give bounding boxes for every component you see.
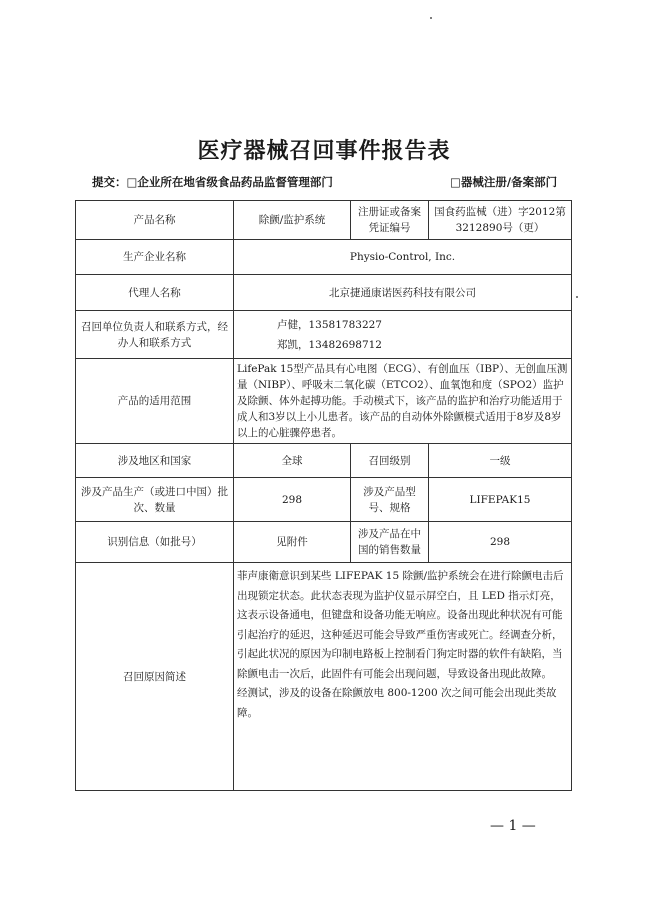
product-name-value: 除颤/监护系统 bbox=[234, 201, 351, 240]
table-row bbox=[76, 522, 572, 563]
submit-label: 提交： bbox=[92, 175, 127, 189]
region-value: 全球 bbox=[234, 444, 351, 478]
recall-level-label: 召回级别 bbox=[351, 444, 429, 478]
table-row bbox=[76, 201, 572, 240]
reason-label: 召回原因简述 bbox=[76, 563, 234, 791]
contact-person-2: 郑凯，13482698712 bbox=[277, 338, 382, 351]
reg-no-value: 国食药监械（进）字2012第3212890号（更） bbox=[429, 201, 572, 240]
scan-speck bbox=[576, 296, 578, 298]
table-row bbox=[76, 275, 572, 311]
scope-value bbox=[234, 359, 572, 444]
reason-value bbox=[234, 563, 572, 791]
manufacturer-label: 生产企业名称 bbox=[76, 240, 234, 275]
id-value: 见附件 bbox=[234, 522, 351, 563]
region-label: 涉及地区和国家 bbox=[76, 444, 234, 478]
product-name-label: 产品名称 bbox=[76, 201, 234, 240]
submit-line bbox=[92, 174, 333, 190]
sales-label: 涉及产品在中国的销售数量 bbox=[351, 522, 429, 563]
scope-label: 产品的适用范围 bbox=[76, 359, 234, 444]
page-title: 医疗器械召回事件报告表 bbox=[197, 139, 451, 164]
model-value: LIFEPAK15 bbox=[429, 478, 572, 522]
submit-option-local: □企业所在地省级食品药品监督管理部门 bbox=[126, 175, 333, 189]
scan-speck bbox=[430, 17, 432, 19]
submit-option-registration: □器械注册/备案部门 bbox=[450, 175, 558, 189]
recall-report-table bbox=[75, 200, 572, 791]
scope-text: LifePak 15型产品具有心电图（ECG）、有创血压（IBP）、无创血压测量（NIBP）、呼吸末二氧化碳（ETCO2）、血氧饱和度（SPO2）监护及除颤、体外起搏功能。手动模式下，该产品的监护和治疗功能适用于成人和3岁以上小儿患者。该产品的自动体外除颤模式适用于8岁及8岁以上的心脏骤停患者。 bbox=[237, 363, 568, 439]
sales-value: 298 bbox=[429, 522, 572, 563]
reason-paragraph-2: 经测试，涉及的设备在除颤放电 800-1200 次之间可能会出现此类故障。 bbox=[237, 687, 557, 719]
contact-value bbox=[234, 311, 572, 359]
recall-level-value: 一级 bbox=[429, 444, 572, 478]
table-row bbox=[76, 240, 572, 275]
model-label: 涉及产品型号、规格 bbox=[351, 478, 429, 522]
contact-person-1: 卢健，13581783227 bbox=[277, 318, 382, 331]
contact-label: 召回单位负责人和联系方式，经办人和联系方式 bbox=[76, 311, 234, 359]
table-row bbox=[76, 311, 572, 359]
batch-label: 涉及产品生产（或进口中国）批次、数量 bbox=[76, 478, 234, 522]
manufacturer-value: Physio-Control, Inc. bbox=[234, 240, 572, 275]
id-label: 识别信息（如批号） bbox=[76, 522, 234, 563]
table-row bbox=[76, 478, 572, 522]
reg-no-label: 注册证或备案凭证编号 bbox=[351, 201, 429, 240]
page-number: — 1 — bbox=[490, 818, 536, 834]
agent-value: 北京捷通康诺医药科技有限公司 bbox=[234, 275, 572, 311]
table-row bbox=[76, 563, 572, 791]
reason-paragraph-1: 菲声康衛意识到某些 LIFEPAK 15 除颤/监护系统会在进行除颤电击后出现锁定状态。此状态表现为监护仪显示屏空白，且 LED 指示灯亮，这表示设备通电，但键盘和设备功能无响应。设备出现此种状况有可能引起治疗的延迟，这种延迟可能会导致严重伤害或死亡。经调查分析，引起此状况的原因为印制电路板上控制看门狗定时器的软件有缺陷，当除颤电击一次后，此固件有可能会出现问题，导致设备出现此故障。 bbox=[237, 570, 564, 680]
agent-label: 代理人名称 bbox=[76, 275, 234, 311]
batch-value: 298 bbox=[234, 478, 351, 522]
table-row bbox=[76, 359, 572, 444]
table-row bbox=[76, 444, 572, 478]
